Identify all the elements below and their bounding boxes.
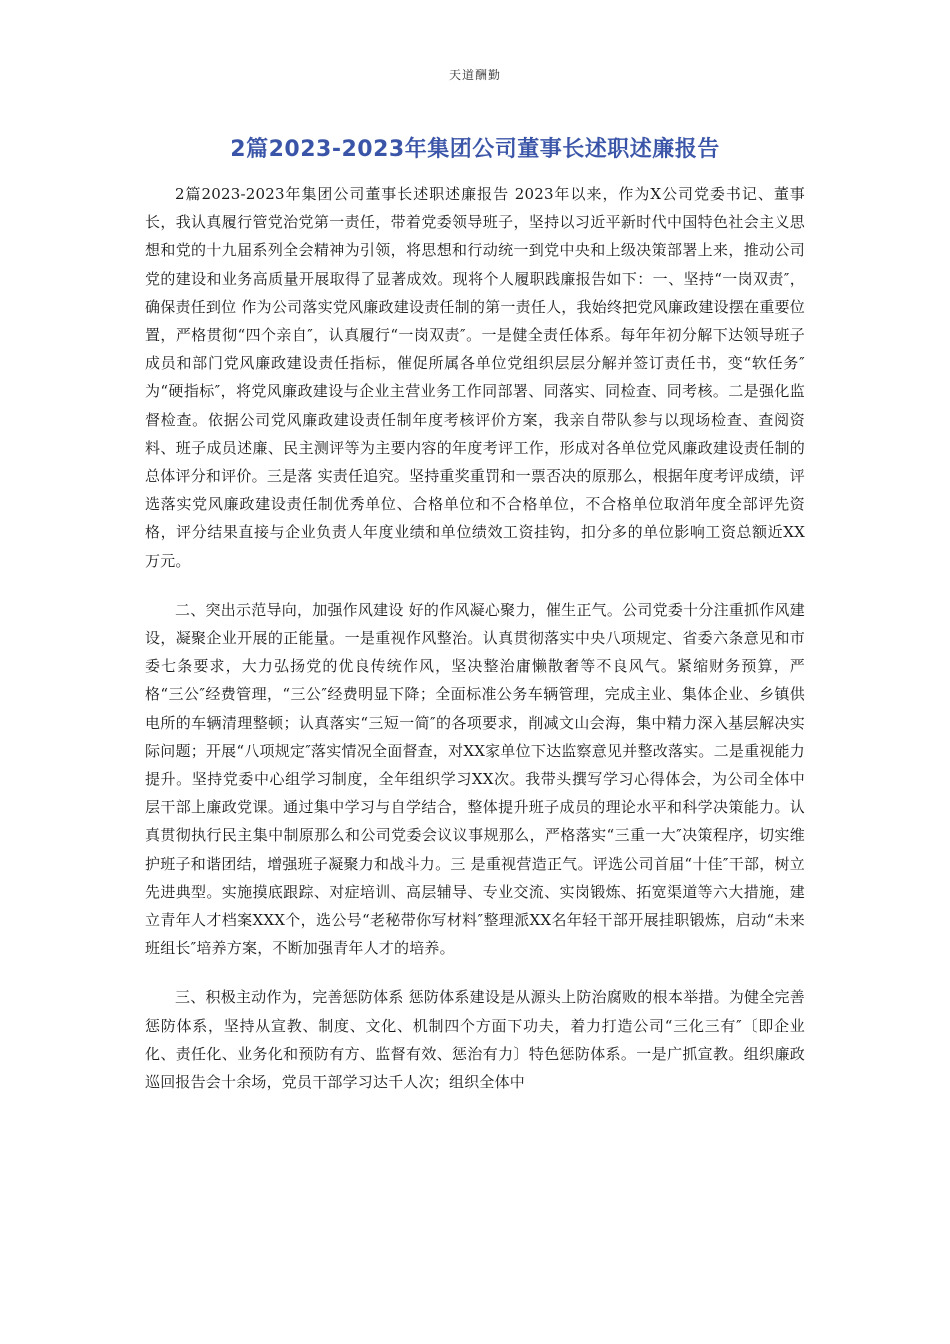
- paragraph-1: 2篇2023-2023年集团公司董事长述职述廉报告 2023年以来，作为X公司党委书记、董事长，我认真履行管党治党第一责任，带着党委领导班子，坚持以习近平新时代中国特色社会主义思想和党的十九届系列全会精神为引领，将思想和行动统一到党中央和上级决策部署上来，推动公司党的建设和业务高质量开展取得了显著成效。现将个人履职践廉报告如下：一、坚持“一岗双责″，确保责任到位 作为公司落实党风廉政建设责任制的第一责任人，我始终把党风廉政建设摆在重要位置，严格贯彻“四个亲自″，认真履行“一岗双责″。一是健全责任体系。每年年初分解下达领导班子成员和部门党风廉政建设责任指标，催促所属各单位党组织层层分解并签订责任书，变“软任务″为“硬指标″，将党风廉政建设与企业主营业务工作同部署、同落实、同检查、同考核。二是强化监督检查。依据公司党风廉政建设责任制年度考核评价方案，我亲自带队参与以现场检查、查阅资料、班子成员述廉、民主测评等为主要内容的年度考评工作，形成对各单位党风廉政建设责任制的总体评分和评价。三是落 实责任追究。坚持重奖重罚和一票否决的原那么，根据年度考评成绩，评选落实党风廉政建设责任制优秀单位、合格单位和不合格单位，不合格单位取消年度全部评先资格，评分结果直接与企业负责人年度业绩和单位绩效工资挂钩，扣分多的单位影响工资总额近XX万元。: [145, 185, 805, 570]
- page-header: 天道酬勤: [448, 68, 501, 82]
- document-body: [145, 180, 805, 1096]
- paragraph-3: 三、积极主动作为，完善惩防体系 惩防体系建设是从源头上防治腐败的根本举措。为健全完善惩防体系，坚持从宣教、制度、文化、机制四个方面下功夫，着力打造公司“三化三有″〔即企业化、责任化、业务化和预防有方、监督有效、惩治有力〕特色惩防体系。一是广抓宣教。组织廉政巡回报告会十余场，党员干部学习达千人次；组织全体中: [145, 988, 805, 1092]
- document-title: 2篇2023-2023年集团公司董事长述职述廉报告: [230, 137, 720, 162]
- paragraph-2: 二、突出示范导向，加强作风建设 好的作风凝心聚力，催生正气。公司党委十分注重抓作风建设，凝聚企业开展的正能量。一是重视作风整治。认真贯彻落实中央八项规定、省委六条意见和市委七条要求，大力弘扬党的优良传统作风，坚决整治庸懒散奢等不良风气。紧缩财务预算，严格“三公″经费管理，“三公″经费明显下降；全面标准公务车辆管理，完成主业、集体企业、乡镇供电所的车辆清理整顿；认真落实“三短一简″的各项要求，削减文山会海，集中精力深入基层解决实际问题；开展“八项规定″落实情况全面督查，对XX家单位下达监察意见并整改落实。二是重视能力提升。坚持党委中心组学习制度，全年组织学习XX次。我带头撰写学习心得体会，为公司全体中层干部上廉政党课。通过集中学习与自学结合，整体提升班子成员的理论水平和科学决策能力。认真贯彻执行民主集中制原那么和公司党委会议议事规那么，严格落实“三重一大″决策程序，切实维护班子和谐团结，增强班子凝聚力和战斗力。三 是重视营造正气。评选公司首届“十佳″干部，树立先进典型。实施摸底跟踪、对症培训、高层辅导、专业交流、实岗锻炼、拓宽渠道等六大措施，建立青年人才档案XXX个，选公号“老秘带你写材料″整理派XX名年轻干部开展挂职锻炼，启动“未来班组长″培养方案，不断加强青年人才的培养。: [145, 600, 805, 958]
